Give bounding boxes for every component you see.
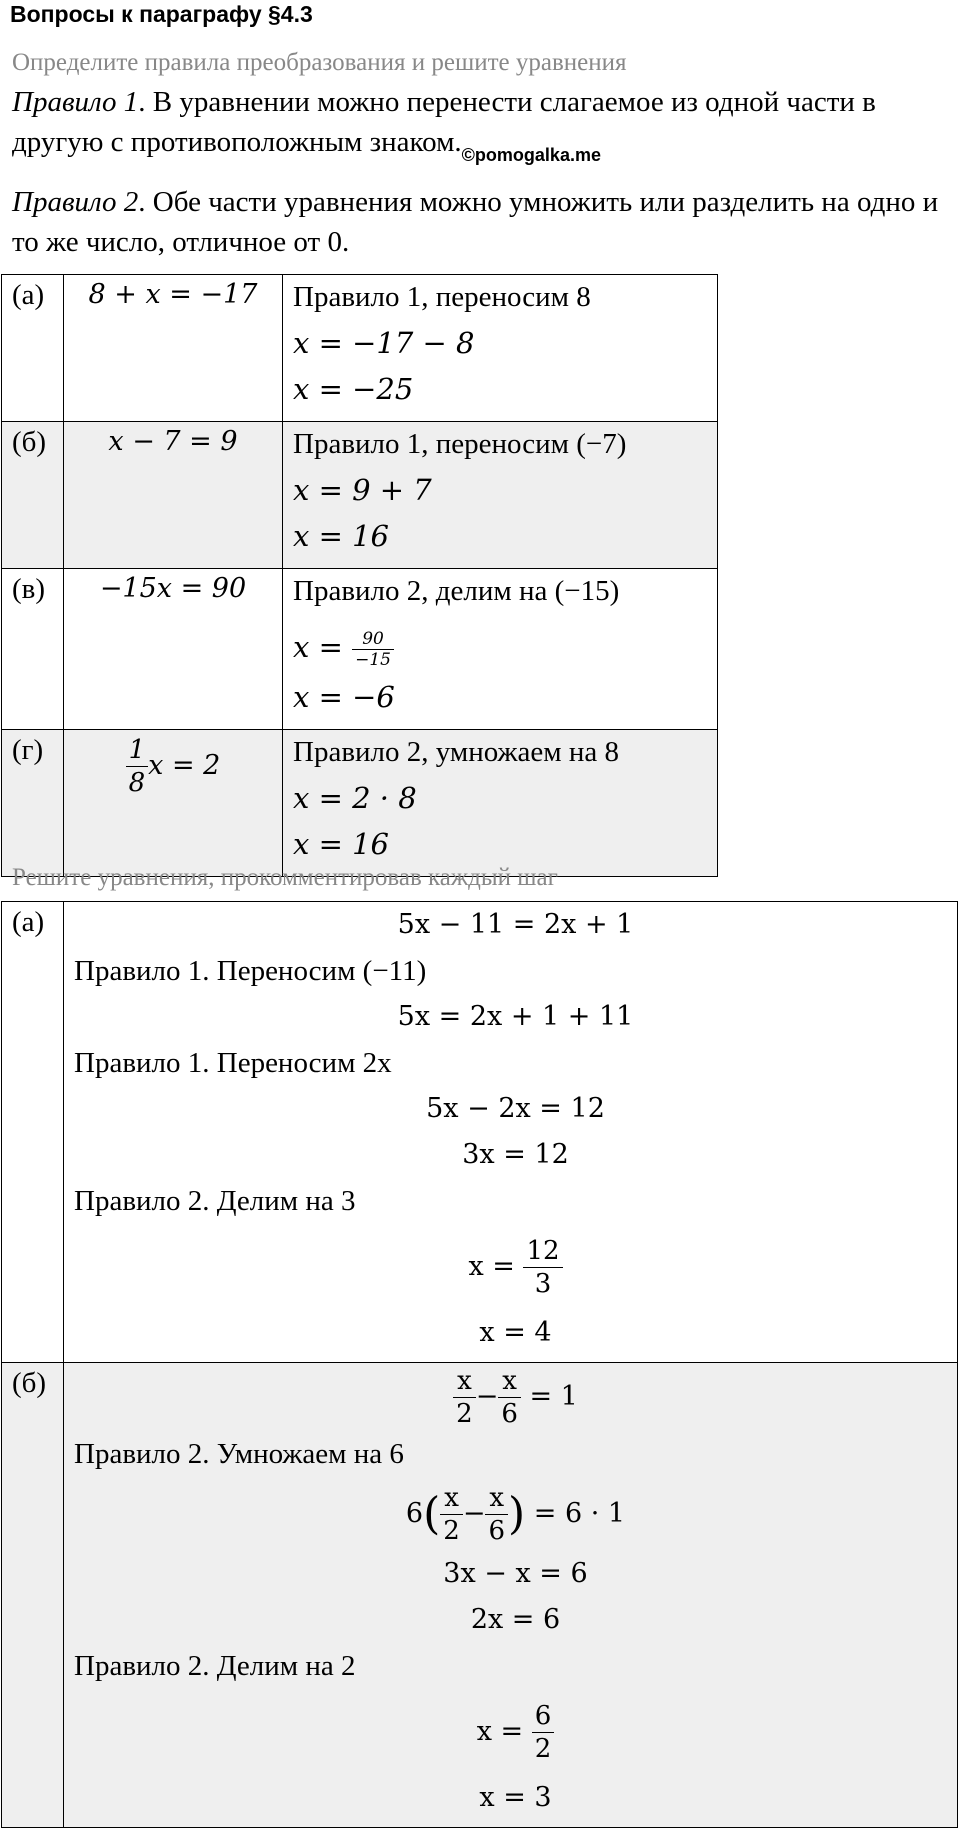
solution-step (293, 617, 717, 677)
equation-line (74, 1477, 957, 1551)
row-equation (64, 730, 283, 877)
fraction-numerator: 6 (532, 1700, 555, 1733)
solution-rule: Правило 2, делим на (−15) (293, 575, 620, 607)
fraction (440, 1482, 463, 1547)
row-label: (г) (2, 730, 64, 877)
page-title: Вопросы к параграфу §4.3 (10, 1, 313, 27)
row-solution (283, 422, 718, 569)
fraction (352, 629, 394, 670)
table-row (2, 730, 718, 877)
table-row (2, 569, 718, 730)
task-2-heading: Решите уравнения, прокомментировав каждый шаг (12, 864, 558, 891)
equation-line: x = 4 (479, 1317, 552, 1348)
task-1-heading: Определите правила преобразования и решите уравнения (12, 49, 627, 76)
equation-line: 5x − 2x = 12 (426, 1093, 605, 1124)
open-paren: ( (423, 1488, 441, 1540)
rules-table (1, 274, 718, 877)
fraction (523, 1235, 562, 1300)
solution-rule: Правило 1, переносим 8 (293, 281, 591, 313)
fraction (453, 1365, 476, 1430)
row-solution (64, 902, 958, 1363)
comment-line: Правило 1. Переносим (−11) (74, 955, 427, 987)
minus-sign: − (462, 1498, 486, 1529)
solution-rule: Правило 1, переносим (−7) (293, 428, 627, 460)
row-label: (а) (2, 902, 64, 1363)
fraction-denominator: 2 (456, 1399, 473, 1429)
equation-line: x = 3 (479, 1782, 552, 1813)
row-solution (283, 275, 718, 422)
solution-answer: x = −25 (293, 372, 414, 406)
comment-line: Правило 2. Делим на 3 (74, 1185, 356, 1217)
table-row (2, 902, 958, 1363)
fraction-numerator: 90 (352, 629, 394, 650)
rule-2-name: Правило 2 (12, 186, 139, 218)
table-row (2, 275, 718, 422)
fraction-numerator: x (498, 1365, 521, 1398)
fraction-denominator: −15 (355, 649, 391, 670)
fraction-denominator: 8 (128, 768, 146, 798)
step-lhs: x = (293, 630, 343, 664)
row-solution (64, 1363, 958, 1828)
fraction-denominator: 2 (443, 1516, 460, 1546)
table-row (2, 422, 718, 569)
row-label: (в) (2, 569, 64, 730)
solution-step: x = 9 + 7 (293, 473, 432, 507)
fraction-denominator: 6 (488, 1516, 505, 1546)
solution-answer: x = 16 (293, 519, 389, 553)
equation-lhs: x = (476, 1716, 524, 1747)
solution-rule: Правило 2, умножаем на 8 (293, 736, 620, 768)
solution-step: x = −17 − 8 (293, 326, 475, 360)
rule-2 (12, 182, 957, 262)
row-equation: −15x = 90 (64, 569, 283, 730)
rule-1-name: Правило 1 (12, 86, 139, 118)
rule-1 (12, 82, 957, 165)
comment-line: Правило 2. Умножаем на 6 (74, 1438, 404, 1470)
solution-answer: x = −6 (293, 680, 395, 714)
solution-step: x = 2 · 8 (293, 781, 417, 815)
fraction (532, 1700, 555, 1765)
comment-line: Правило 2. Делим на 2 (74, 1650, 356, 1682)
table-row (2, 1363, 958, 1828)
row-solution (283, 730, 718, 877)
row-label: (б) (2, 422, 64, 569)
comment-line: Правило 1. Переносим 2x (74, 1047, 392, 1079)
equation-line (74, 1689, 957, 1775)
fraction (498, 1365, 521, 1430)
minus-sign: − (475, 1381, 499, 1412)
equation-line (74, 1363, 957, 1431)
fraction-numerator: 1 (126, 734, 149, 767)
fraction (126, 734, 149, 799)
equation-line: 5x = 2x + 1 + 11 (397, 1001, 634, 1032)
rule-2-text: . Обе части уравнения можно умножить или разделить на одно и то же число, отличное от 0. (12, 186, 939, 258)
equation-rhs: = 6 · 1 (533, 1498, 626, 1529)
equation-line: 2x = 6 (470, 1604, 561, 1635)
fraction-denominator: 3 (534, 1269, 552, 1299)
row-label: (а) (2, 275, 64, 422)
equation-lhs: x = (468, 1251, 515, 1282)
solutions-table (1, 901, 958, 1828)
fraction-denominator: 2 (534, 1734, 552, 1764)
fraction-denominator: 6 (501, 1399, 518, 1429)
solution-answer: x = 16 (293, 827, 389, 861)
fraction-numerator: 12 (523, 1235, 562, 1268)
equation-line: 3x = 12 (462, 1139, 569, 1170)
row-equation: 8 + x = −17 (64, 275, 283, 422)
close-paren: ) (508, 1488, 526, 1540)
row-label: (б) (2, 1363, 64, 1828)
row-solution (283, 569, 718, 730)
fraction (485, 1482, 508, 1547)
rule-1-text: . В уравнении можно перенести слагаемое из одной части в другую с противоположным знаком. (12, 86, 876, 158)
row-equation: x − 7 = 9 (64, 422, 283, 569)
fraction-numerator: x (440, 1482, 463, 1515)
watermark: ©pomogalka.me (461, 145, 601, 165)
equation-line (74, 1224, 957, 1310)
equation-rhs: = 1 (529, 1381, 578, 1412)
equation-line: 5x − 11 = 2x + 1 (397, 909, 634, 940)
fraction-numerator: x (485, 1482, 508, 1515)
equation-rest: x = 2 (148, 750, 221, 781)
coefficient: 6 (405, 1498, 424, 1529)
equation-line: 3x − x = 6 (443, 1558, 588, 1589)
fraction-numerator: x (453, 1365, 476, 1398)
